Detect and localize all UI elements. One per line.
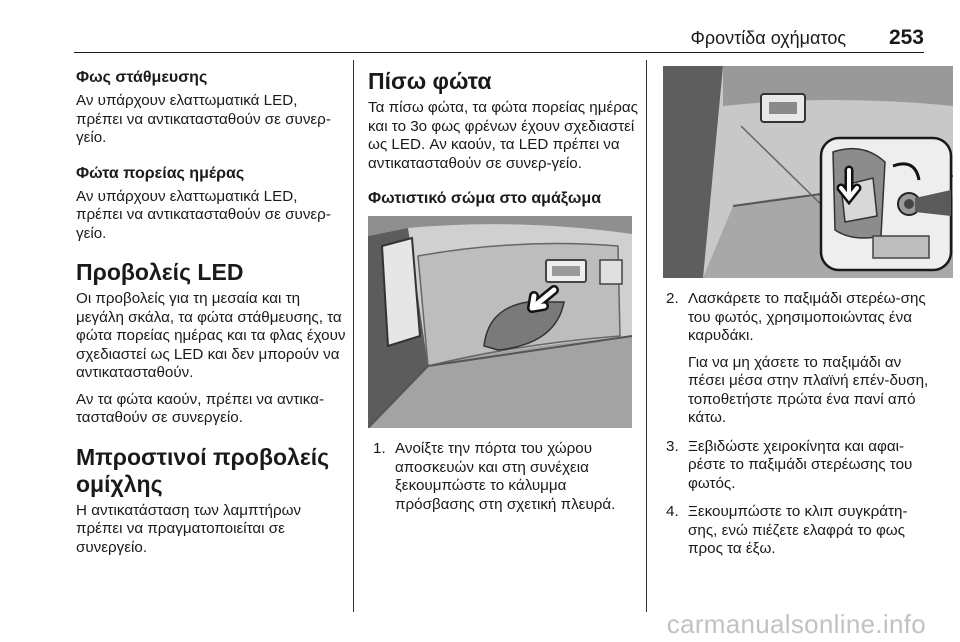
steps-list xyxy=(661,290,929,559)
paragraph: Η αντικατάσταση των λαμπτήρων πρέπει να πραγματοποιείται σε συνεργείο. xyxy=(76,501,302,556)
heading-parking-light: Φως στάθμευσης xyxy=(76,69,208,86)
step-text: Λασκάρετε το παξιμάδι στερέω‐σης του φωτός, χρησιμοποιώντας ένα καρυδάκι. xyxy=(688,290,926,344)
paragraph: Τα πίσω φώτα, τα φώτα πορείας ημέρας και το 3ο φως φρένων έχουν σχεδιαστεί ως LED. Αν καούν, τα LED πρέπει να αντικατασταθούν σε συνερ‐γείο. xyxy=(368,99,638,172)
watermark: carmanualsonline.info xyxy=(666,609,926,639)
step-number: 1. xyxy=(373,440,386,457)
heading-led-headlights: Προβολείς LED xyxy=(76,259,244,285)
column-2 xyxy=(368,62,638,524)
step-number: 2. xyxy=(666,290,679,307)
step-text: Ξεκουμπώστε το κλιπ συγκράτη‐σης, ενώ πιέζετε ελαφρά το φως προς τα έξω. xyxy=(688,503,908,557)
steps-list xyxy=(368,440,638,514)
list-item xyxy=(368,440,638,514)
column-divider xyxy=(353,60,354,612)
light-nut-illustration xyxy=(663,66,953,278)
page-number: 253 xyxy=(888,26,924,49)
step-note: Για να μη χάσετε το παξιμάδι αν πέσει μέσα στην πλαϊνή επέν‐δυση, τοποθετήστε πρώτα ένα πανί από κάτω. xyxy=(688,353,929,426)
paragraph: Αν τα φώτα καούν, πρέπει να αντικα‐τασταθούν σε συνεργείο. xyxy=(76,390,325,426)
column-3 xyxy=(661,62,929,569)
heading-body-light-unit: Φωτιστικό σώμα στο αμάξωμα xyxy=(368,190,602,207)
section-title: Φροντίδα οχήματος xyxy=(690,28,846,48)
column-1 xyxy=(76,62,346,565)
trunk-cover-illustration xyxy=(368,216,632,428)
step-text: Ξεβιδώστε χειροκίνητα και αφαι‐ρέστε το παξιμάδι στερέωσης του φωτός. xyxy=(688,437,913,492)
paragraph: Αν υπάρχουν ελαττωματικά LED, πρέπει να αντικατασταθούν σε συνερ‐γείο. xyxy=(76,92,331,146)
paragraph: Οι προβολείς για τη μεσαία και τη μεγάλη σκάλα, τα φώτα στάθμευσης, τα φώτα πορείας ημέρας και τα φλας έχουν σχεδιαστεί ως LED και δεν μπορούν να αντικατασταθούν. xyxy=(76,290,346,381)
heading-daytime-lights: Φώτα πορείας ημέρας xyxy=(76,164,245,182)
step-number: 4. xyxy=(666,503,679,520)
heading-fog-lights: Μπροστινοί προβολείς ομίχλης xyxy=(76,443,330,497)
paragraph: Αν υπάρχουν ελαττωματικά LED, πρέπει να αντικατασταθούν σε συνερ‐γείο. xyxy=(76,187,331,242)
list-item xyxy=(661,503,929,559)
heading-rear-lights: Πίσω φώτα xyxy=(368,68,492,94)
list-item xyxy=(661,438,929,494)
step-number: 3. xyxy=(666,437,679,455)
list-item xyxy=(661,290,929,428)
column-divider xyxy=(646,60,647,612)
page-header xyxy=(74,22,924,53)
step-text: Ανοίξτε την πόρτα του χώρου αποσκευών και στη συνέχεια ξεκουμπώστε το κάλυμμα πρόσβασης στη σχετική πλευρά. xyxy=(395,440,616,513)
